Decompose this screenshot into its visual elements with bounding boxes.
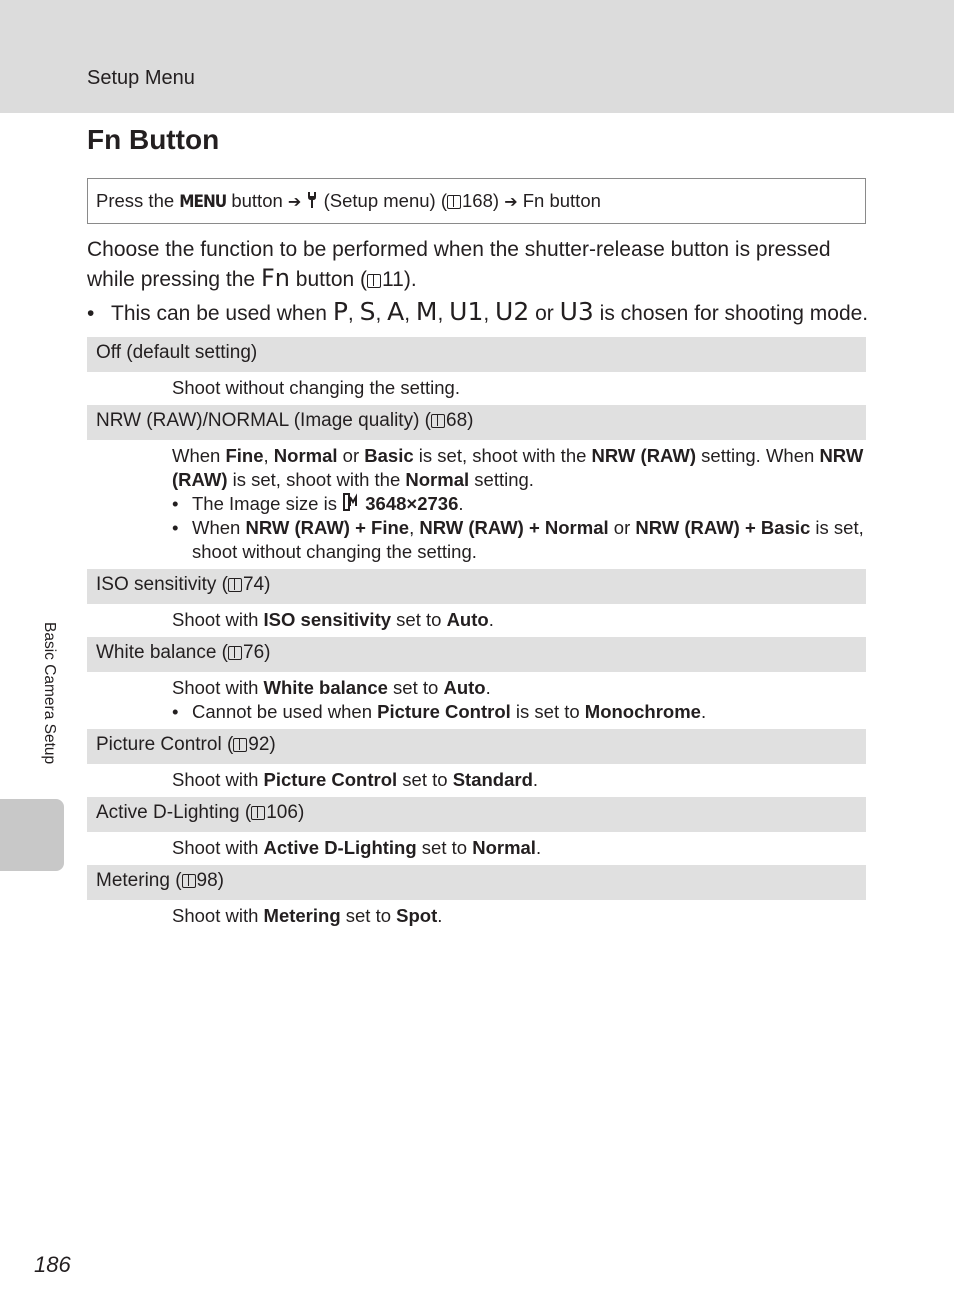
sub-bullet (172, 492, 866, 516)
option-description (87, 372, 866, 405)
option-label: ) (264, 574, 271, 595)
bullet-icon: • (87, 302, 95, 325)
separator: , (404, 302, 416, 325)
text: NRW (RAW) (591, 445, 697, 466)
option-label: ISO sensitivity ( (96, 574, 228, 595)
page-reference-icon (228, 578, 242, 592)
setup-wrench-icon (306, 187, 318, 214)
option-label: Picture Control ( (96, 734, 234, 755)
mode-u1-icon: U1 (449, 297, 484, 326)
text: NRW (RAW) + Fine (245, 517, 410, 538)
page-ref: 11 (382, 268, 404, 291)
text: Shoot with (172, 905, 264, 926)
intro-paragraph (87, 235, 877, 294)
text: Active D-Lighting (263, 837, 417, 858)
page-reference-icon (233, 738, 247, 752)
shooting-modes-bullet (87, 297, 887, 328)
separator: or (529, 302, 560, 325)
text: The Image size is (192, 493, 343, 514)
text: Shoot with (172, 677, 264, 698)
description-text (172, 444, 866, 492)
page-ref: 68 (446, 410, 468, 431)
mode-a-icon: A (387, 297, 405, 326)
text: . (488, 609, 494, 630)
nav-text: Fn button (517, 190, 601, 211)
text: Cannot be used when (192, 701, 378, 722)
chapter-side-label: Basic Camera Setup (41, 622, 58, 765)
nav-text: ) (492, 190, 505, 211)
option-label: Active D-Lighting ( (96, 802, 252, 823)
text: Normal (472, 837, 536, 858)
text: Picture Control (263, 769, 398, 790)
intro-text: ). (403, 268, 417, 291)
text: . (458, 493, 464, 514)
menu-path-box (87, 178, 866, 224)
page-reference-icon (447, 195, 461, 209)
text: NRW (RAW) + Basic (635, 517, 811, 538)
sub-bullet (172, 700, 866, 724)
text: is set, shoot with the (413, 445, 592, 466)
text: . (535, 837, 542, 858)
option-description (87, 604, 866, 637)
separator: , (483, 302, 496, 325)
page-ref: 76 (243, 642, 265, 663)
page-number: 186 (34, 1252, 71, 1277)
text: is set, shoot without changing the setting. (192, 517, 864, 562)
option-nrw-normal (87, 405, 866, 440)
text: , (409, 517, 420, 538)
nav-text: (Setup menu) ( (318, 190, 447, 211)
text: Picture Control (377, 701, 511, 722)
text: or (608, 517, 636, 538)
text: . (532, 769, 539, 790)
option-iso-sensitivity (87, 569, 866, 604)
page-ref: 74 (242, 574, 265, 595)
text: 3648×2736 (365, 493, 459, 514)
text: Spot (396, 905, 438, 926)
option-label: Metering ( (96, 870, 182, 891)
page-ref: 92 (248, 734, 270, 755)
text: . (485, 677, 491, 698)
separator: , (375, 302, 388, 325)
page-reference-icon (228, 646, 242, 660)
description-text: Shoot without changing the setting. (172, 377, 460, 398)
bullet-icon: • (172, 517, 179, 538)
option-label: White balance ( (96, 642, 229, 663)
option-picture-control (87, 729, 866, 764)
mode-m-icon: M (415, 297, 438, 326)
bullet-icon: • (172, 701, 179, 722)
text: Metering (263, 905, 341, 926)
text: Standard (452, 769, 533, 790)
separator: , (347, 302, 360, 325)
text: ISO sensitivity (263, 609, 392, 630)
text: NRW (RAW) (172, 445, 864, 490)
option-label: ) (264, 642, 271, 663)
intro-text: button ( (289, 268, 368, 291)
bullet-text: is chosen for shooting mode. (593, 302, 869, 325)
bullet-text (192, 492, 464, 516)
option-metering (87, 865, 866, 900)
text: setting. When (696, 445, 820, 466)
bullet-icon: • (172, 493, 179, 514)
text: When (192, 517, 246, 538)
section-title: Setup Menu (87, 67, 195, 89)
text: Shoot with (172, 769, 264, 790)
image-size-icon (342, 493, 360, 514)
option-description (87, 440, 866, 569)
text: Fine (225, 445, 264, 466)
nav-text: button (226, 190, 288, 211)
sub-bullet (172, 516, 866, 564)
option-label: ) (217, 870, 224, 891)
bullet-text (192, 700, 706, 724)
header-band (0, 0, 954, 113)
text: is set to (510, 701, 585, 722)
mode-u3-icon: U3 (559, 297, 594, 326)
text: NRW (RAW) + Normal (419, 517, 609, 538)
text: set to (397, 769, 453, 790)
text: White balance (263, 677, 388, 698)
text: Normal (273, 445, 338, 466)
text: Monochrome (584, 701, 701, 722)
page-reference-icon (367, 274, 381, 288)
page-title: Fn Button (87, 124, 220, 155)
option-description (87, 672, 866, 729)
intro-text: Choose the function to be performed when the shutter-release button is pressed while pressing the (87, 238, 831, 291)
option-description (87, 900, 866, 933)
text: Shoot with (172, 609, 264, 630)
text: Auto (443, 677, 486, 698)
text: Auto (446, 609, 489, 630)
text: setting. (469, 469, 534, 490)
option-off (87, 337, 866, 372)
text: Shoot with (172, 837, 264, 858)
page-reference-icon (251, 806, 265, 820)
arrow-icon: ➔ (504, 194, 518, 211)
text: . (700, 701, 707, 722)
option-description (87, 832, 866, 865)
fn-button-icon: Fn (260, 264, 290, 292)
mode-s-icon: S (359, 297, 376, 326)
page-ref: 98 (196, 870, 218, 891)
bullet-text: This can be used when (111, 302, 333, 325)
text: When (172, 445, 226, 466)
text: . (437, 905, 443, 926)
option-label: NRW (RAW)/NORMAL (Image quality) ( (96, 410, 431, 431)
text: is set, shoot with the (227, 469, 406, 490)
option-white-balance (87, 637, 866, 672)
option-label: ) (297, 802, 305, 823)
text: set to (340, 905, 397, 926)
option-label: ) (269, 734, 276, 755)
separator: , (437, 302, 450, 325)
text: set to (391, 609, 447, 630)
nav-text: Press the (96, 190, 180, 211)
text: set to (387, 677, 444, 698)
option-active-d-lighting (87, 797, 866, 832)
mode-u2-icon: U2 (495, 297, 530, 326)
option-label: ) (467, 410, 474, 431)
text: , (263, 445, 274, 466)
mode-p-icon: P (332, 297, 348, 326)
page-ref: 106 (266, 802, 298, 823)
option-label: Off (default setting) (96, 342, 258, 363)
page-ref: 168 (462, 190, 493, 211)
text: set to (416, 837, 473, 858)
text: Normal (405, 469, 470, 490)
arrow-icon: ➔ (287, 194, 302, 211)
menu-button-icon: MENU (179, 192, 227, 212)
option-description (87, 764, 866, 797)
bullet-text (192, 516, 866, 564)
text: or (337, 445, 365, 466)
description-text (172, 676, 866, 700)
chapter-tab (0, 799, 64, 871)
text: Basic (364, 445, 414, 466)
page-reference-icon (182, 874, 196, 888)
options-table (87, 337, 866, 933)
page-reference-icon (431, 414, 445, 428)
